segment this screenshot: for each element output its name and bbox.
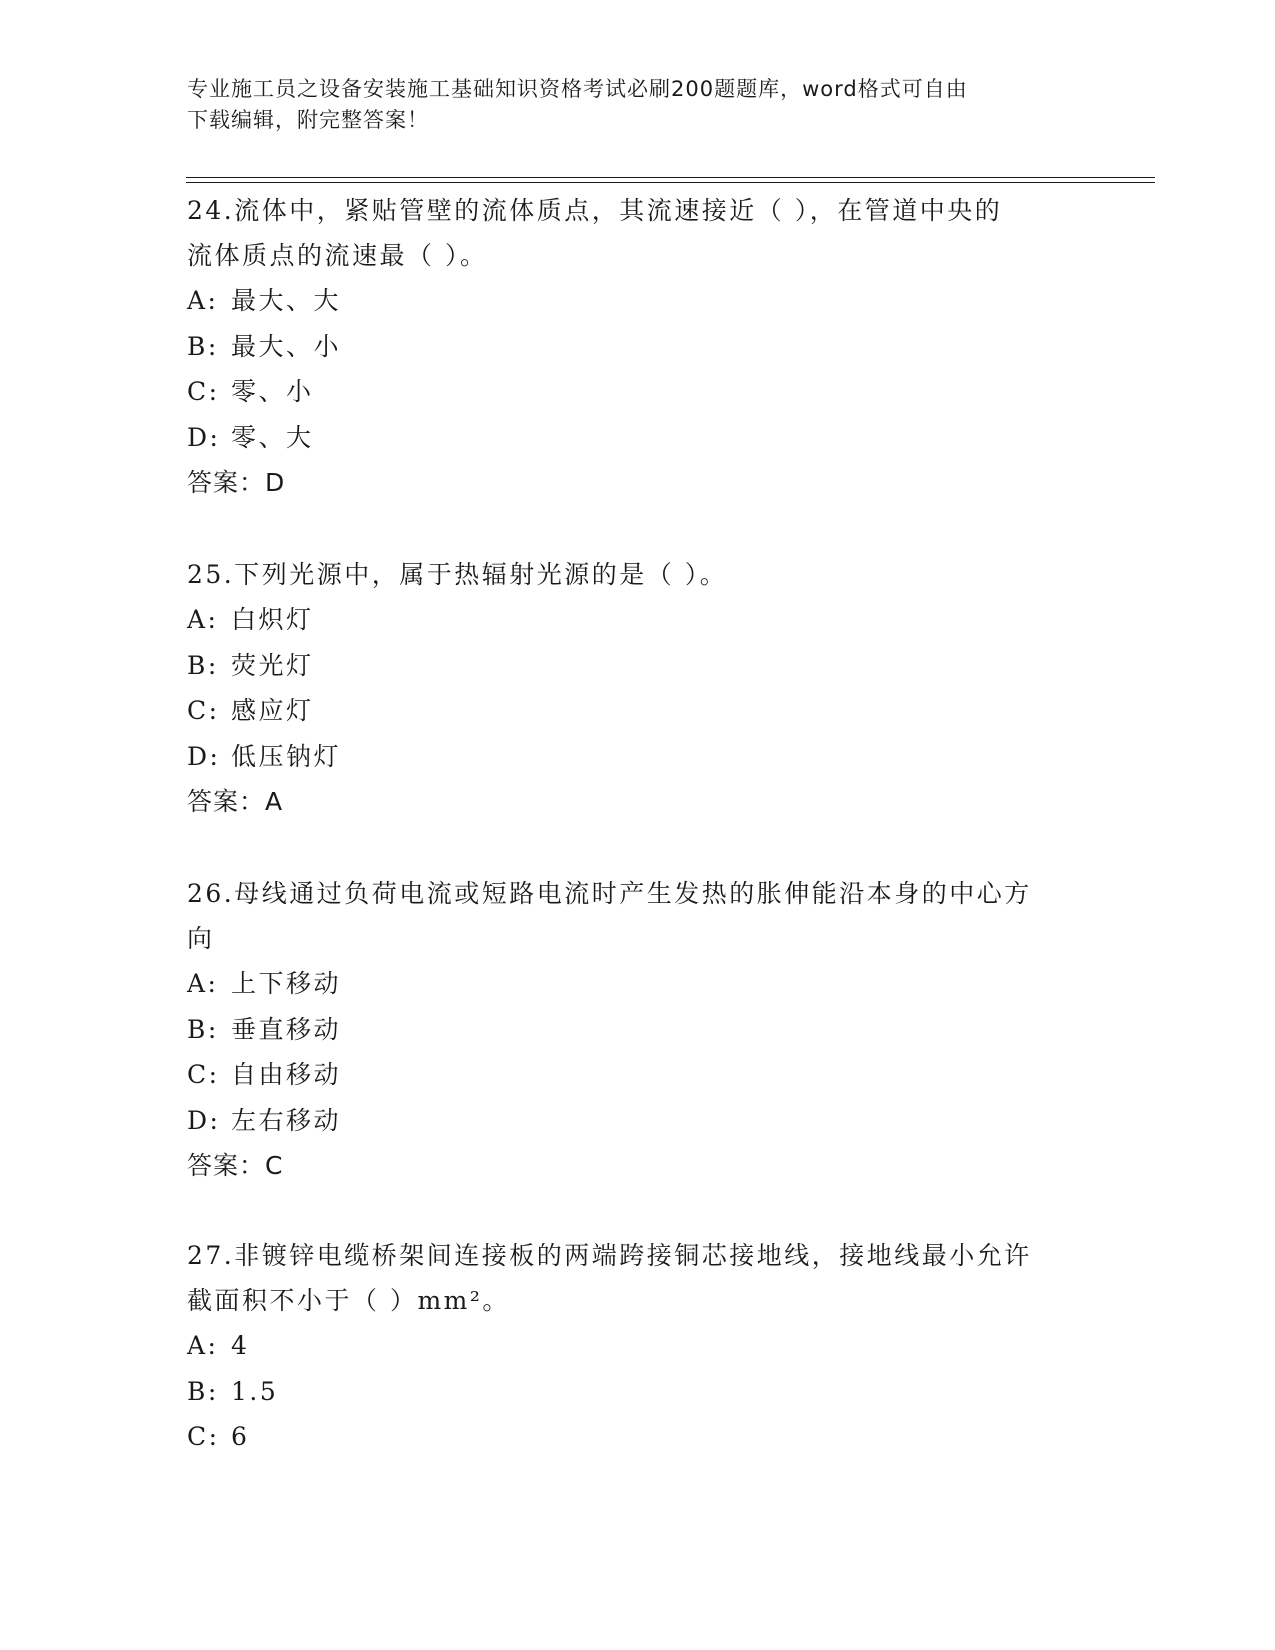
question-24 xyxy=(187,188,1077,505)
option-key: C: xyxy=(187,377,220,406)
option-text: 白炽灯 xyxy=(231,605,314,634)
option-text: 最大、小 xyxy=(231,331,342,361)
option-key: B: xyxy=(187,1376,219,1406)
option-key: B: xyxy=(187,1014,219,1044)
answer-text: 答案：D xyxy=(187,468,286,497)
option-text: 最大、大 xyxy=(231,286,342,315)
answer-text: 答案：A xyxy=(187,787,284,816)
document-header xyxy=(187,74,1067,136)
option-key: C: xyxy=(187,1422,220,1451)
option-text: 低压钠灯 xyxy=(231,741,342,771)
header-line-2: 下载编辑，附完整答案！ xyxy=(187,108,429,132)
option-key: B: xyxy=(187,331,219,361)
question-stem xyxy=(187,552,1077,597)
option-d xyxy=(187,734,1077,780)
header-divider-top xyxy=(186,177,1155,178)
question-stem xyxy=(187,188,1077,278)
option-key: C: xyxy=(187,696,220,725)
option-text: 感应灯 xyxy=(231,696,314,725)
option-key: D: xyxy=(187,422,221,452)
option-c xyxy=(187,1414,1077,1460)
option-text: 上下移动 xyxy=(231,969,342,998)
header-line-1: 专业施工员之设备安装施工基础知识资格考试必刷200题题库，word格式可自由 xyxy=(187,77,968,101)
question-stem-line-1: 24.流体中，紧贴管壁的流体质点，其流速接近（ ），在管道中央的 xyxy=(187,196,1003,225)
question-stem-line-1: 25.下列光源中，属于热辐射光源的是（ ）。 xyxy=(187,560,728,589)
option-text: 4 xyxy=(231,1331,250,1360)
option-key: A: xyxy=(187,1331,219,1360)
option-key: A: xyxy=(187,286,219,315)
option-key: A: xyxy=(187,605,219,634)
question-stem xyxy=(187,1233,1077,1323)
option-d xyxy=(187,415,1077,461)
option-b xyxy=(187,324,1077,370)
option-a xyxy=(187,278,1077,324)
question-stem-line-2: 截面积不小于（ ）mm²。 xyxy=(187,1286,510,1315)
option-a xyxy=(187,961,1077,1007)
question-26 xyxy=(187,871,1077,1188)
question-27 xyxy=(187,1233,1077,1460)
option-text: 1.5 xyxy=(231,1376,279,1406)
option-a xyxy=(187,1323,1077,1369)
option-key: D: xyxy=(187,741,221,771)
option-text: 自由移动 xyxy=(231,1060,342,1089)
option-b xyxy=(187,1369,1077,1415)
option-key: B: xyxy=(187,650,219,680)
option-c xyxy=(187,688,1077,734)
option-text: 左右移动 xyxy=(231,1105,342,1135)
header-divider-bottom xyxy=(186,182,1155,183)
option-d xyxy=(187,1098,1077,1144)
option-key: D: xyxy=(187,1105,221,1135)
answer-text: 答案：C xyxy=(187,1151,284,1180)
option-key: A: xyxy=(187,969,219,998)
question-stem-line-2: 向 xyxy=(187,924,215,953)
option-key: C: xyxy=(187,1060,220,1089)
question-stem-line-1: 26.母线通过负荷电流或短路电流时产生发热的胀伸能沿本身的中心方 xyxy=(187,879,1032,908)
option-b xyxy=(187,643,1077,689)
option-text: 零、大 xyxy=(231,422,314,452)
option-text: 荧光灯 xyxy=(231,650,314,680)
option-text: 垂直移动 xyxy=(231,1014,342,1044)
option-b xyxy=(187,1007,1077,1053)
option-text: 零、小 xyxy=(231,377,314,406)
question-stem-line-2: 流体质点的流速最（ ）。 xyxy=(187,241,488,270)
option-c xyxy=(187,1052,1077,1098)
question-25 xyxy=(187,552,1077,824)
option-a xyxy=(187,597,1077,643)
question-stem-line-1: 27.非镀锌电缆桥架间连接板的两端跨接铜芯接地线，接地线最小允许 xyxy=(187,1241,1032,1270)
option-c xyxy=(187,369,1077,415)
question-stem xyxy=(187,871,1077,961)
option-text: 6 xyxy=(231,1422,250,1451)
